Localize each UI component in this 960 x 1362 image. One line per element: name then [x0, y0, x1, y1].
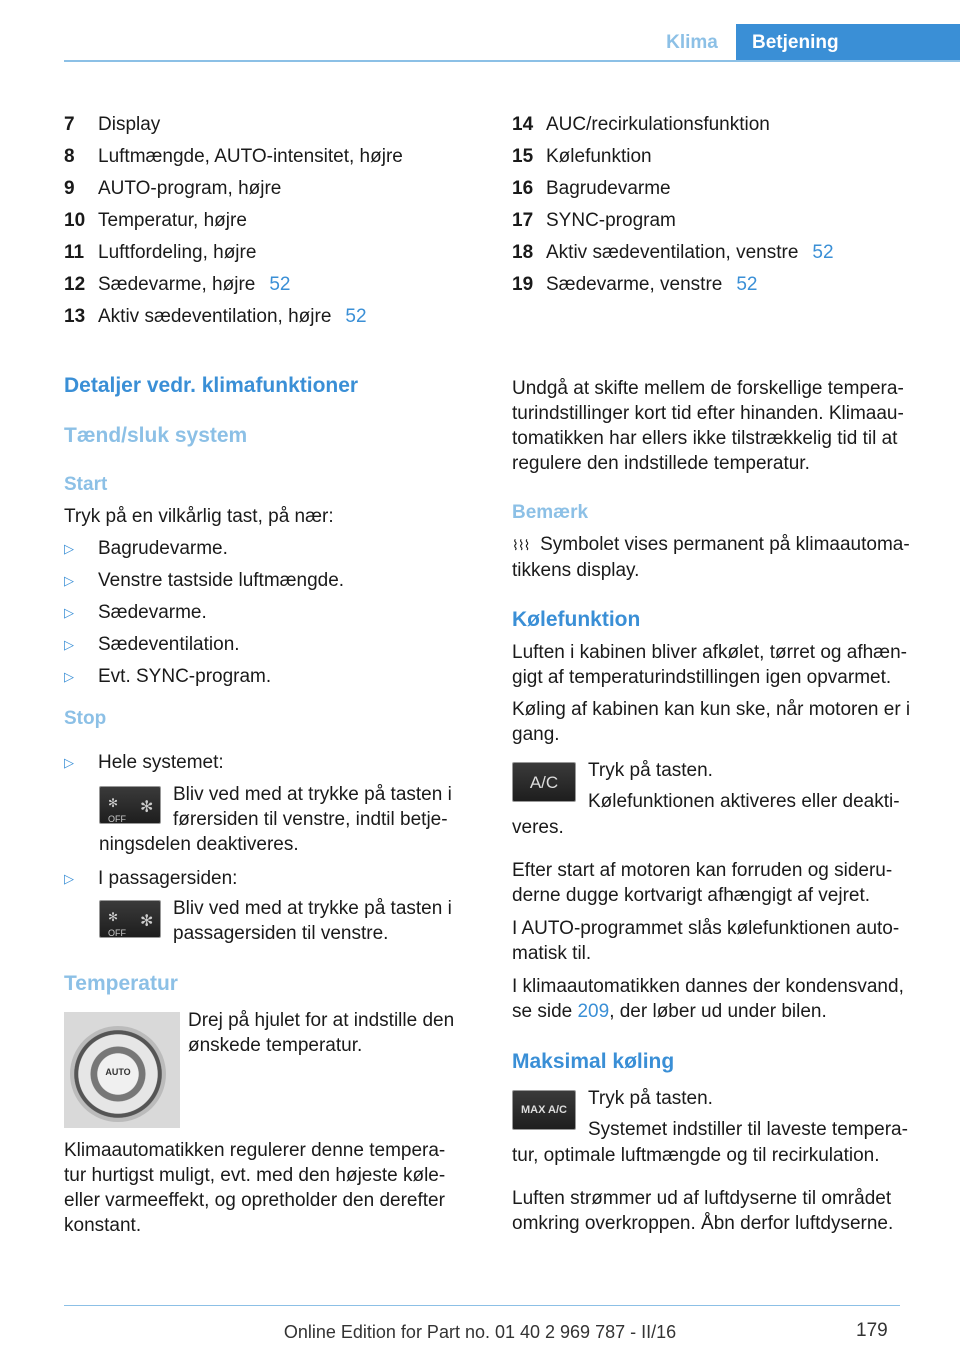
item-number: 16 [512, 177, 534, 199]
text-line: tur, optimale luftmængde og til recirkulation. [512, 1145, 880, 1166]
item-number: 17 [512, 209, 534, 231]
text-line: veres. [512, 817, 564, 838]
stop-item2-desc [173, 896, 483, 946]
item-text: Sædevarme, højre [98, 273, 256, 295]
item-number: 18 [512, 241, 534, 263]
off-button-image [99, 900, 161, 938]
text-line: Efter start af motoren kan forruden og sideru- [512, 860, 893, 881]
text-line: Bliv ved med at trykke på tasten i [173, 784, 452, 805]
list-item [64, 236, 403, 268]
text-line: omkring overkroppen. Åbn derfor luftdyserne. [512, 1213, 894, 1234]
list-item [64, 748, 484, 776]
header-rule [64, 60, 960, 62]
item-text: AUTO-program, højre [98, 177, 282, 199]
list-item [64, 108, 403, 140]
start-item: Bagrudevarme. [98, 537, 228, 559]
bullet-triangle-icon: ▷ [64, 572, 74, 588]
text-line: Tryk på tasten. [588, 760, 713, 781]
text-line: tur hurtigst muligt, evt. med den højeste køle- [64, 1165, 446, 1186]
text-line: Kølefunktionen aktiveres eller deakti- [588, 791, 900, 812]
page-reference-link[interactable]: 52 [812, 241, 834, 263]
numbered-list-left [64, 108, 403, 332]
text-line: derne dugge kortvarigt afhængigt af vejret. [512, 885, 871, 906]
text-line: matisk til. [512, 943, 592, 964]
max-ac-label: MAX A/C [520, 1103, 568, 1116]
bullet-triangle-icon: ▷ [64, 540, 74, 556]
off-label: OFF [108, 814, 126, 824]
start-item: Evt. SYNC-program. [98, 665, 272, 687]
text-line: Klimaautomatikken regulerer denne tempera- [64, 1140, 446, 1161]
auto-label: AUTO [105, 1067, 131, 1077]
temperature-wheel-image [64, 1012, 180, 1128]
list-item [64, 532, 484, 564]
heading-max-cooling: Maksimal køling [512, 1050, 675, 1073]
item-text: Luftfordeling, højre [98, 241, 257, 263]
text-line: Køling af kabinen kan kun ske, når motoren er i [512, 699, 911, 720]
start-intro: Tryk på en vilkårlig tast, på nær: [64, 506, 334, 527]
item-text: Sædevarme, venstre [546, 273, 723, 295]
bullet-triangle-icon: ▷ [64, 604, 74, 620]
stop-item1-desc [173, 782, 483, 832]
item-number: 14 [512, 113, 534, 135]
max-cooling-paragraph [512, 1186, 932, 1236]
text-line: Drej på hjulet for at indstille den [188, 1010, 455, 1031]
cooling-paragraph-5 [512, 974, 932, 1024]
bullet-triangle-icon: ▷ [64, 870, 74, 886]
page-number: 179 [856, 1320, 888, 1341]
item-text: Luftmængde, AUTO-intensitet, højre [98, 145, 403, 167]
list-item [512, 140, 834, 172]
list-item [512, 204, 834, 236]
cooling-paragraph-1 [512, 640, 932, 690]
item-number: 11 [64, 241, 85, 263]
ac-desc [588, 758, 928, 814]
item-text: Aktiv sædeventilation, venstre [546, 241, 799, 263]
list-item [64, 140, 403, 172]
text-line: Tryk på tasten. [588, 1088, 713, 1109]
item-text: AUC/recirkulationsfunktion [546, 113, 770, 135]
text-line: ønskede temperatur. [188, 1035, 363, 1056]
temperature-desc [188, 1008, 478, 1058]
list-item [64, 596, 484, 628]
stop-item-2-row [64, 864, 484, 892]
stop-item-1: Hele systemet: [98, 751, 224, 773]
list-item [64, 660, 484, 692]
list-item [64, 564, 484, 596]
footer-rule [64, 1305, 900, 1306]
item-text: Aktiv sædeventilation, højre [98, 305, 332, 327]
page-reference-link[interactable]: 52 [269, 273, 291, 295]
footer-edition: Online Edition for Part no. 01 40 2 969 787 - II/16 [283, 1322, 677, 1342]
fan-icon: ✻ [140, 913, 154, 930]
stop-section [64, 748, 484, 776]
text-line: turindstillinger kort tid efter hinanden. Klimaau- [512, 403, 904, 424]
text-line: førersiden til venstre, indtil betje- [173, 809, 448, 830]
text-line: passagersiden til venstre. [173, 923, 389, 944]
ac-label: A/C [529, 772, 559, 792]
start-item: Venstre tastside luftmængde. [98, 569, 345, 591]
tab-klima[interactable]: Klima [666, 32, 718, 53]
start-item: Sædeventilation. [98, 633, 240, 655]
text-line: gigt af temperaturindstillingen igen opvarmet. [512, 667, 892, 688]
list-item [64, 300, 403, 332]
text-line: Bliv ved med at trykke på tasten i [173, 898, 452, 919]
list-item [64, 628, 484, 660]
page-reference-link[interactable]: 52 [345, 305, 367, 327]
item-number: 15 [512, 145, 534, 167]
text-line: I AUTO-programmet slås kølefunktionen auto- [512, 918, 900, 939]
text-line: ningsdelen deaktiveres. [99, 834, 299, 855]
item-number: 12 [64, 273, 86, 295]
bullet-triangle-icon: ▷ [64, 668, 74, 684]
list-item [512, 236, 834, 268]
temperature-paragraph [64, 1138, 484, 1238]
bullet-triangle-icon: ▷ [64, 754, 74, 770]
start-item: Sædevarme. [98, 601, 207, 623]
text-line: Luften strømmer ud af luftdyserne til området [512, 1188, 892, 1209]
list-item [512, 172, 834, 204]
list-item [64, 204, 403, 236]
off-button-image [99, 786, 161, 824]
list-item [64, 268, 403, 300]
bullet-triangle-icon: ▷ [64, 636, 74, 652]
item-text: Kølefunktion [546, 145, 652, 167]
fan-icon: ✻ [108, 910, 119, 924]
off-label: OFF [108, 928, 126, 938]
text-fragment: , der løber ud under bilen. [609, 1001, 827, 1022]
fan-icon: ✻ [108, 796, 119, 810]
list-item [64, 864, 484, 892]
cooling-paragraph-4 [512, 916, 932, 966]
heading-temperature: Temperatur [64, 972, 178, 995]
max-ac-desc [588, 1086, 928, 1142]
item-number: 13 [64, 305, 86, 327]
text-line: Systemet indstiller til laveste tempera- [588, 1119, 908, 1140]
tab-betjening[interactable]: Betjening [736, 24, 960, 61]
page-reference-link[interactable]: 52 [736, 273, 758, 295]
heading-onoff: Tænd/sluk system [64, 424, 248, 447]
list-item [64, 172, 403, 204]
item-number: 7 [64, 113, 75, 135]
text-line: konstant. [64, 1215, 142, 1236]
max-ac-button-image [512, 1090, 576, 1130]
condensation-symbol-icon: ⌇⌇⌇ [512, 537, 530, 553]
text-line: Symbolet vises permanent på klimaautoma- [540, 534, 910, 555]
heading-start: Start [64, 474, 108, 495]
text-line: gang. [512, 724, 560, 745]
page-link-209[interactable]: 209 [577, 1001, 610, 1022]
text-line: tomatikken har ellers ikke tilstrækkelig tid til at [512, 428, 898, 449]
text-line: Undgå at skifte mellem de forskellige tempera- [512, 378, 904, 399]
item-number: 9 [64, 177, 75, 199]
item-text: Display [98, 113, 161, 135]
text-line: I klimaautomatikken dannes der kondensvand, [512, 976, 904, 997]
ac-button-image [512, 762, 576, 802]
item-number: 8 [64, 145, 75, 167]
list-item [512, 108, 834, 140]
left-column [64, 372, 484, 731]
paragraph-temperature-switching [512, 376, 932, 476]
cooling-paragraph-2 [512, 697, 932, 747]
item-number: 10 [64, 209, 86, 231]
cooling-paragraph-3 [512, 858, 932, 908]
fan-icon: ✻ [140, 799, 154, 816]
heading-details: Detaljer vedr. klimafunktioner [64, 374, 359, 397]
text-line: tikkens display. [512, 560, 640, 581]
text-line: regulere den indstillede temperatur. [512, 453, 810, 474]
stop-item-2: I passagersiden: [98, 867, 238, 889]
heading-stop: Stop [64, 708, 107, 729]
item-text: SYNC-program [546, 209, 676, 231]
text-fragment: se side [512, 1001, 578, 1022]
list-item [512, 268, 834, 300]
note-text [512, 532, 932, 583]
text-line: eller varmeeffekt, og opretholder den derefter [64, 1190, 445, 1211]
item-text: Bagrudevarme [546, 177, 671, 199]
start-list [64, 532, 484, 692]
item-text: Temperatur, højre [98, 209, 247, 231]
item-number: 19 [512, 273, 534, 295]
text-line: Luften i kabinen bliver afkølet, tørret og afhæn- [512, 642, 907, 663]
heading-note: Bemærk [512, 502, 589, 523]
heading-cooling: Kølefunktion [512, 608, 641, 631]
numbered-list-right [512, 108, 834, 300]
